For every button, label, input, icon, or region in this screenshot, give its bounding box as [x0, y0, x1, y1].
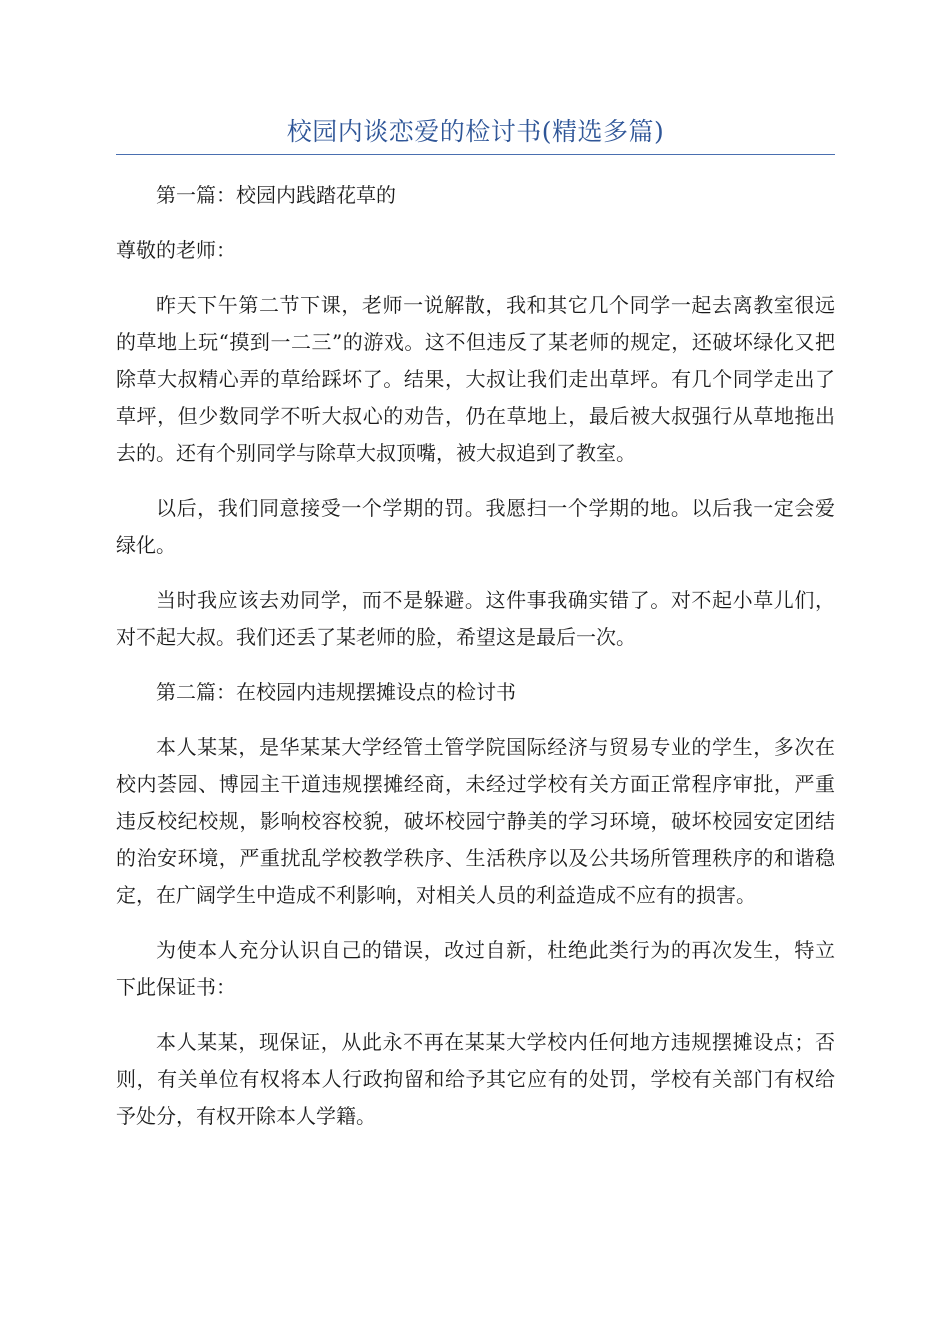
- document-body: [116, 177, 835, 1135]
- salutation: 尊敬的老师：: [116, 238, 236, 262]
- body-paragraph: 以后，我们同意接受一个学期的罚。我愿扫一个学期的地。以后我一定会爱绿化。: [116, 496, 835, 557]
- section-heading-2: 第二篇：在校园内违规摆摊设点的检讨书: [156, 680, 516, 704]
- body-paragraph: 当时我应该去劝同学，而不是躲避。这件事我确实错了。对不起小草儿们，对不起大叔。我们还丢了某老师的脸，希望这是最后一次。: [116, 588, 835, 649]
- body-paragraph: 本人某某，是华某某大学经管土管学院国际经济与贸易专业的学生，多次在校内荟园、博园主干道违规摆摊经商，未经过学校有关方面正常程序审批，严重违反校纪校规，影响校容校貌，破坏校园宁静美的学习环境，破坏校园安定团结的治安环境，严重扰乱学校教学秩序、生活秩序以及公共场所管理秩序的和谐稳定，在广阔学生中造成不利影响，对相关人员的利益造成不应有的损害。: [116, 735, 835, 907]
- document-title: 校园内谈恋爱的检讨书(精选多篇): [286, 117, 665, 146]
- body-paragraph: 为使本人充分认识自己的错误，改过自新，杜绝此类行为的再次发生，特立下此保证书：: [116, 938, 835, 999]
- body-paragraph: 本人某某，现保证，从此永不再在某某大学校内任何地方违规摆摊设点；否则，有关单位有权将本人行政拘留和给予其它应有的处罚，学校有关部门有权给予处分，有权开除本人学籍。: [116, 1030, 835, 1128]
- document-page: [116, 112, 835, 1153]
- body-paragraph: 昨天下午第二节下课，老师一说解散，我和其它几个同学一起去离教室很远的草地上玩“摸到一二三”的游戏。这不但违反了某老师的规定，还破坏绿化又把除草大叔精心弄的草给踩坏了。结果，大叔让我们走出草坪。有几个同学走出了草坪，但少数同学不听大叔心的劝告，仍在草地上，最后被大叔强行从草地拖出去的。还有个别同学与除草大叔顶嘴，被大叔追到了教室。: [116, 293, 835, 465]
- title-underline: [116, 154, 835, 155]
- section-heading-1: 第一篇：校园内践踏花草的: [156, 183, 396, 207]
